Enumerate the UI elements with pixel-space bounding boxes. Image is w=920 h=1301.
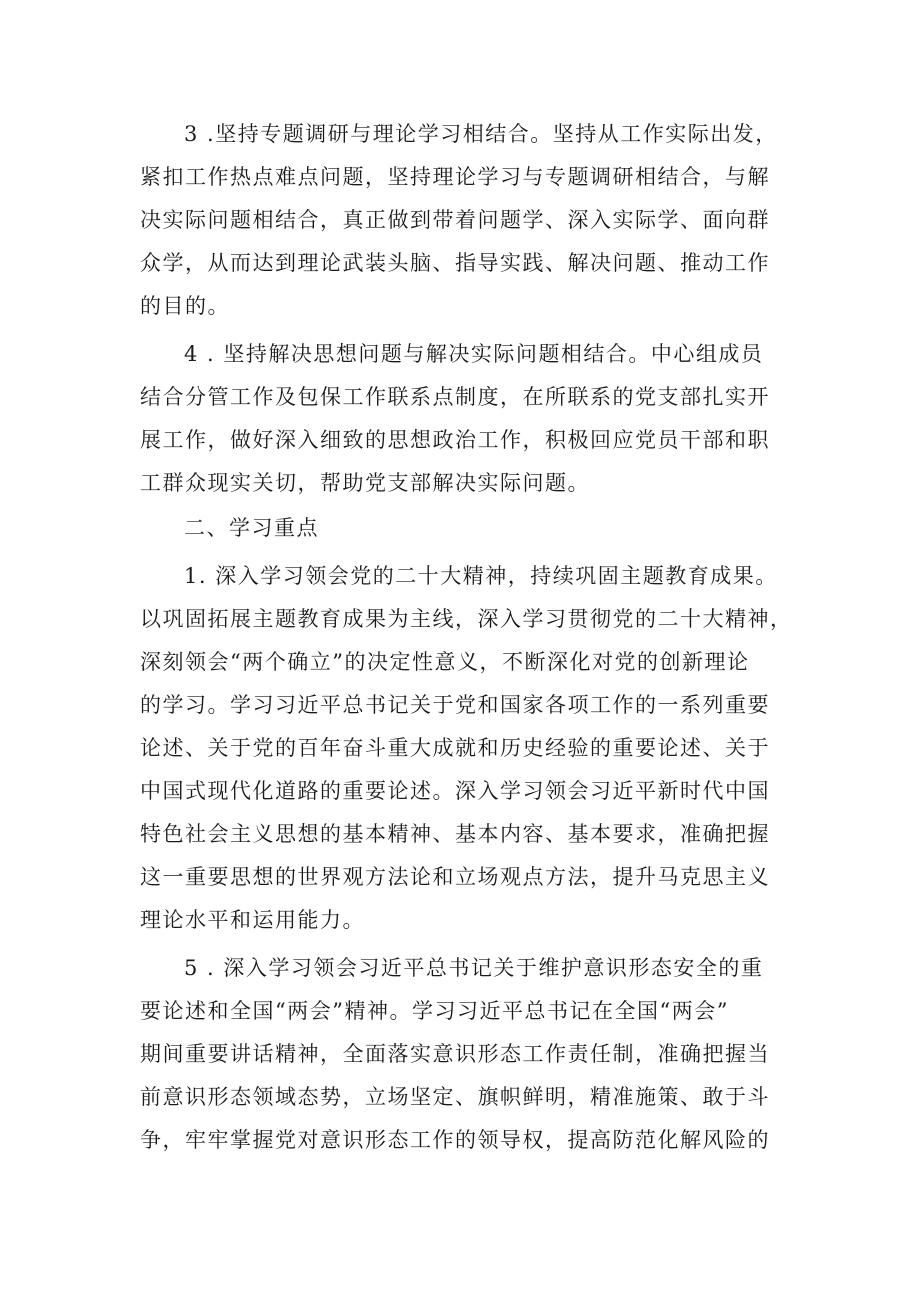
paragraph-1-line-7: 特色社会主义思想的基本精神、基本内容、基本要求，准确把握: [140, 822, 770, 846]
paragraph-3-line-2: 紧扣工作热点难点问题，坚持理论学习与专题调研相结合，与解: [140, 165, 770, 189]
paragraph-1-line-9: 理论水平和运用能力。: [140, 908, 365, 932]
paragraph-1-line-8: 这一重要思想的世界观方法论和立场观点方法，提升马克思主义: [140, 865, 770, 889]
paragraph-4-line-2: 结合分管工作及包保工作联系点制度，在所联系的党支部扎实开: [140, 385, 770, 409]
paragraph-3-line-3: 决实际问题相结合，真正做到带着问题学、深入实际学、面向群: [140, 208, 770, 232]
paragraph-5-line-3: 期间重要讲话精神，全面落实意识形态工作责任制，准确把握当: [140, 1042, 770, 1066]
paragraph-4-line-3: 展工作，做好深入细致的思想政治工作，积极回应党员干部和职: [140, 428, 770, 452]
paragraph-5-line-2: 要论述和全国“两会”精神。学习习近平总书记在全国“两会”: [140, 999, 729, 1023]
paragraph-3-line-1: 3 .坚持专题调研与理论学习相结合。坚持从工作实际出发，: [184, 122, 778, 146]
paragraph-1-line-6: 中国式现代化道路的重要论述。深入学习领会习近平新时代中国: [140, 779, 770, 803]
paragraph-4-line-4: 工群众现实关切，帮助党支部解决实际问题。: [140, 471, 590, 495]
paragraph-3-line-4: 众学，从而达到理论武装头脑、指导实践、解决问题、推动工作: [140, 251, 770, 275]
paragraph-1-line-1: 1. 深入学习领会党的二十大精神，持续巩固主题教育成果。: [184, 564, 778, 588]
paragraph-5-line-1: 5 . 深入学习领会习近平总书记关于维护意识形态安全的重: [184, 956, 764, 980]
paragraph-5-line-4: 前意识形态领域态势，立场坚定、旗帜鲜明，精准施策、敢于斗: [140, 1085, 770, 1109]
paragraph-3-line-5: 的目的。: [140, 294, 230, 318]
paragraph-5-line-5: 争，牢牢掌握党对意识形态工作的领导权，提高防范化解风险的: [140, 1128, 770, 1152]
section-heading-study-focus: 二、学习重点: [184, 516, 319, 540]
paragraph-1-line-2: 以巩固拓展主题教育成果为主线，深入学习贯彻党的二十大精神，: [140, 607, 793, 631]
paragraph-1-line-4: 的学习。学习习近平总书记关于党和国家各项工作的一系列重要: [140, 693, 770, 717]
paragraph-1-line-3: 深刻领会“两个确立”的决定性意义，不断深化对党的创新理论: [140, 650, 750, 674]
paragraph-4-line-1: 4 . 坚持解决思想问题与解决实际问题相结合。中心组成员: [184, 342, 764, 366]
paragraph-1-line-5: 论述、关于党的百年奋斗重大成就和历史经验的重要论述、关于: [140, 736, 770, 760]
